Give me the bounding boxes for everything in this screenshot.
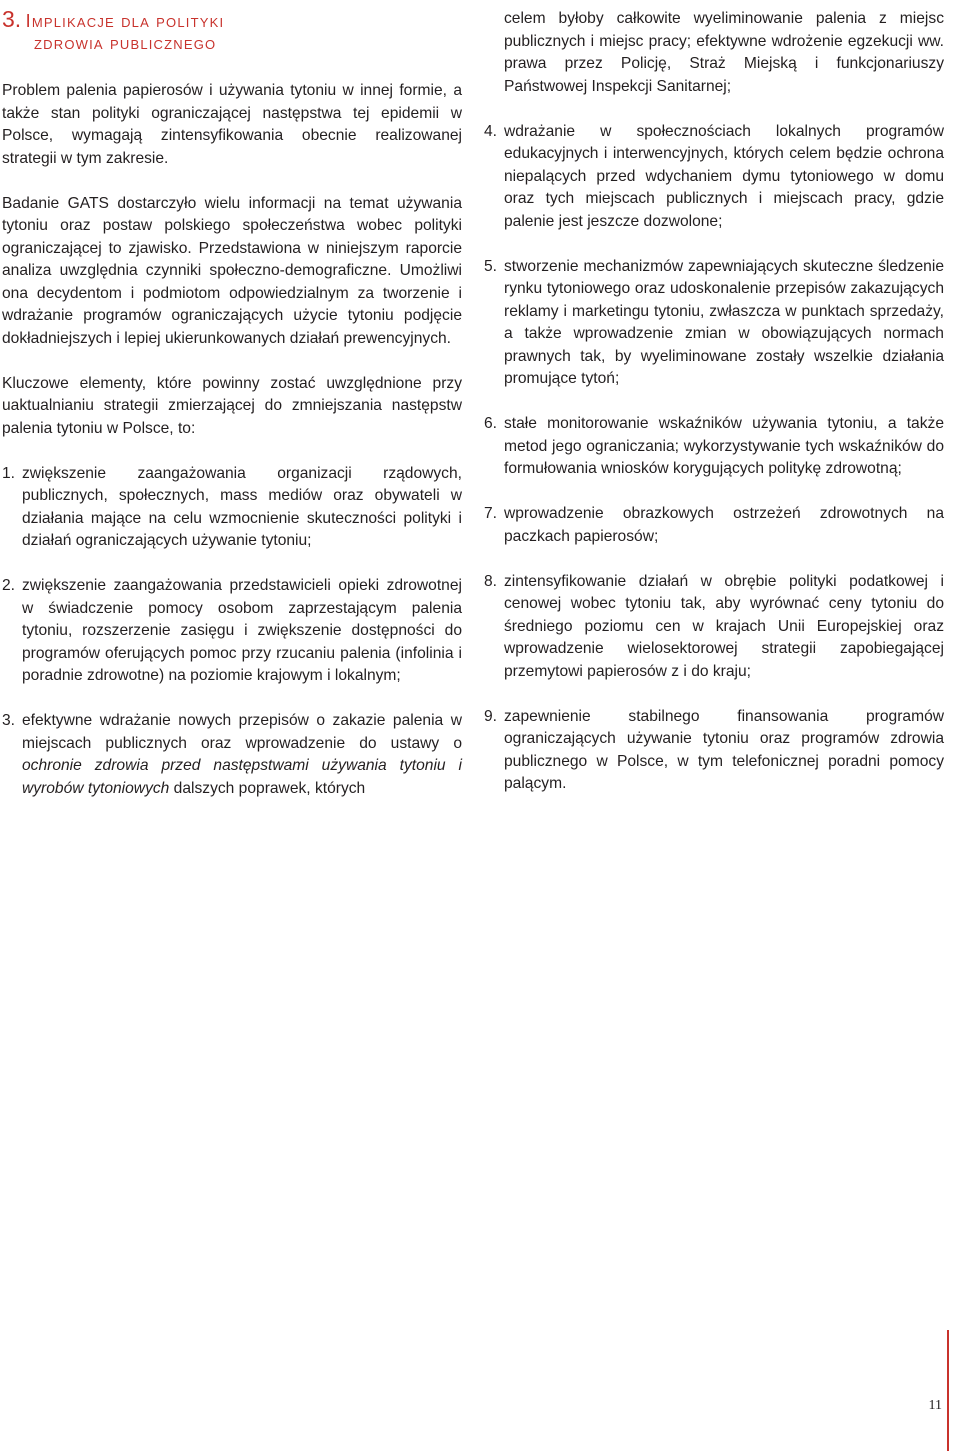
list-item-number: 7. bbox=[484, 505, 498, 522]
intro-paragraph: Problem palenia papierosów i używania tytoniu w innej formie, a także stan polityki ograniczającej następstwa tej epidemii w Polsce, wymagają zintensyfikowania obecnie realizowanej strategii w tym zakresie. bbox=[2, 82, 462, 167]
left-column bbox=[2, 0, 462, 800]
page-edge-rule bbox=[947, 1330, 949, 1451]
page-number: 11 bbox=[928, 1398, 942, 1413]
list-item-text: zwiększenie zaangażowania przedstawicieli opieki zdrowotnej w świadczenie pomocy osobom zaprzestającym palenia tytoniu, rozszerzenie zasięgu i zwiększenie dostępności do programów oferujących pomoc przy rzucaniu palenia (infolinia i poradnie zdrowotne) na poziomie krajowym i lokalnym; bbox=[22, 577, 462, 684]
list-item bbox=[484, 571, 944, 684]
list-item-text: wdrażanie w społecznościach lokalnych programów edukacyjnych i interwencyjnych, których celem będzie ochrona niepalących przed wdychaniem dymu tytoniowego w domu oraz tych miejscach publicznych i miejscach pracy, gdzie palenie jest jeszcze dozwolone; bbox=[504, 122, 944, 230]
gats-paragraph: Badanie GATS dostarczyło wielu informacji na temat używania tytoniu oraz postaw polskiego społeczeństwa wobec polityki ograniczającej to zjawisko. Przedstawiona w niniejszym raporcie analiza uwzględnia czynniki społeczno-demograficzne. Umożliwi ona decydentom i podmiotom odpowiedzialnym za tworzenie i wdrażanie programów ograniczających użycie tytoniu podjęcie dokładniejszych i lepiej ukierunkowanych działań prewencyjnych. bbox=[2, 194, 462, 347]
list-item-text: stałe monitorowanie wskaźników używania tytoniu, a także metod jego ograniczania; wykorzystywanie tych wskaźników do formułowania wniosków korygujących politykę zdrowotną; bbox=[504, 415, 944, 477]
list-item bbox=[2, 463, 462, 553]
list-item-number: 4. bbox=[484, 122, 498, 140]
right-column bbox=[484, 8, 944, 796]
list-item-number: 5. bbox=[484, 257, 498, 275]
list-item-number: 8. bbox=[484, 572, 498, 590]
list-item-text bbox=[22, 710, 462, 800]
section-heading bbox=[2, 6, 462, 54]
list-item-continuation bbox=[484, 8, 944, 98]
act-title-italic: ochronie zdrowia przed następstwami używania tytoniu i wyrobów tytoniowych bbox=[22, 757, 462, 797]
section-title-line1: Implikacje dla polityki bbox=[25, 11, 225, 31]
list-item-text: zintensyfikowanie działań w obrębie polityki podatkowej i cenowej wobec tytoniu tak, aby wyrównać ceny tytoniu do średniego poziomu cen w krajach Unii Europejskiej oraz wprowadzenie wielosektorowej strategii zapobiegającej przemytowi papierosów z i do kraju; bbox=[504, 572, 944, 680]
list-item-text: wprowadzenie obrazkowych ostrzeżeń zdrowotnych na paczkach papierosów; bbox=[504, 505, 944, 545]
list-item bbox=[484, 256, 944, 391]
list-item-number-spacer bbox=[484, 8, 504, 98]
list-item bbox=[484, 706, 944, 796]
list-item-text: zapewnienie stabilnego finansowania programów ograniczających używanie tytoniu oraz programów zdrowia publicznego w Polsce, w tym telefonicznej poradni pomocy palącym. bbox=[504, 707, 944, 792]
section-number: 3. bbox=[2, 6, 22, 32]
key-elements-paragraph: Kluczowe elementy, które powinny zostać uwzględnione przy uaktualnianiu strategii zmierzającej do zmniejszania następstw palenia tytoniu w Polsce, to: bbox=[2, 374, 462, 437]
list-item-number: 6. bbox=[484, 415, 498, 432]
list-item-text-part: efektywne wdrażanie nowych przepisów o zakazie palenia w miejscach publicznych oraz wprowadzenie do ustawy o bbox=[22, 712, 462, 752]
list-item-text-part: dalszych poprawek, których bbox=[169, 779, 366, 797]
list-item bbox=[484, 121, 944, 234]
list-item bbox=[484, 503, 944, 548]
section-title-line2: zdrowia publicznego bbox=[34, 33, 217, 53]
list-item-text: celem byłoby całkowite wyeliminowanie palenia z miejsc publicznych i miejsc pracy; efektywne wdrożenie egzekucji ww. prawa przez Policję, Straż Miejską i funkcjonariuszy Państwowej Inspekcji Sanitarnej; bbox=[504, 10, 944, 95]
list-item-number: 1. bbox=[2, 464, 16, 482]
list-item bbox=[2, 710, 462, 800]
list-item-number: 3. bbox=[2, 712, 16, 729]
list-item bbox=[484, 413, 944, 481]
list-item-number: 2. bbox=[2, 577, 16, 594]
list-item-text: zwiększenie zaangażowania organizacji rządowych, publicznych, społecznych, mass mediów oraz obywateli w działania mające na celu wzmocnienie skuteczności polityki i działań ograniczających używanie tytoniu; bbox=[22, 464, 462, 549]
list-item-number: 9. bbox=[484, 707, 498, 725]
list-item-text: stworzenie mechanizmów zapewniających skuteczne śledzenie rynku tytoniowego oraz udoskonalenie przepisów zakazujących reklamy i marketingu tytoniu, zwłaszcza w punktach sprzedaży, a także wprowadzenie zmian w obowiązujących normach prawnych tak, by wyeliminowane zostały wszelkie działania promujące tytoń; bbox=[504, 257, 944, 387]
list-item bbox=[2, 575, 462, 688]
